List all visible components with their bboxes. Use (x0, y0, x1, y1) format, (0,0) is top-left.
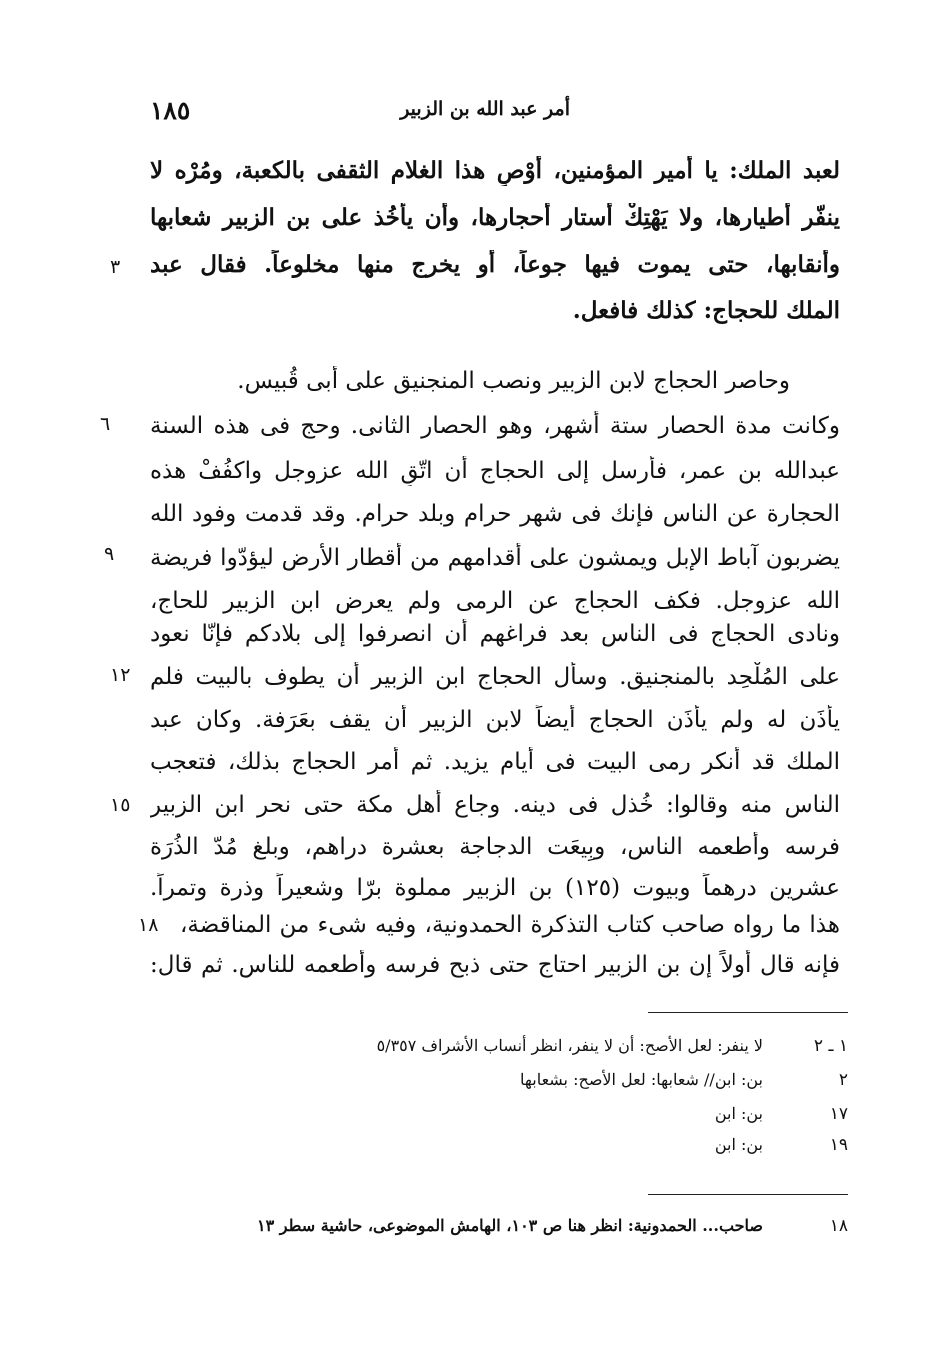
body-line: وكانت مدة الحصار ستة أشهر، وهو الحصار الثانى. وحج فى هذه السنة (150, 413, 840, 439)
line-number: ١٥ (110, 794, 131, 816)
body-line: لعبد الملك: يا أمير المؤمنين، أوْصِ هذا الغلام الثقفى بالكعبة، ومُرْه لا (150, 157, 840, 184)
note-text: لا ينفر: لعل الأصح: أن لا ينفر، انظر أنساب الأشراف ٥/٣٥٧ (376, 1036, 763, 1055)
note-text: بن: ابن// شعابها: لعل الأصح: بشعابها (519, 1070, 763, 1089)
body-line: الملك قد أنكر رمى البيت فى أيام يزيد. ثم أمر الحجاج بذلك، فتعجب (150, 749, 840, 775)
line-number: ١٨ (138, 914, 159, 936)
body-line: وحاصر الحجاج لابن الزبير ونصب المنجنيق على أبى قُبيس. (237, 368, 790, 394)
footnote-text: صاحب... الحمدونية: انظر هنا ص ١٠٣، الهامش الموضوعى، حاشية سطر ١٣ (257, 1216, 763, 1235)
running-title: أمر عبد الله بن الزبير (400, 98, 570, 120)
body-line: عشرين درهماً وبيوت (١٢٥) بن الزبير مملوة برّا وشعيراً وذرة وتمراً. (150, 875, 840, 901)
footnote-rule (648, 1194, 848, 1195)
body-line: الناس منه وقالوا: خُذل فى دينه. وجاع أهل مكة حتى نحر ابن الزبير (150, 792, 840, 818)
body-line: ونادى الحجاج فى الناس بعد فراغهم أن انصرفوا إلى بلادكم فإنّا نعود (150, 621, 840, 647)
body-line: يضربون آباط الإبل ويمشون على أقدامهم من أقطار الأرض ليؤدّوا فريضة (150, 545, 840, 571)
body-line: الملك للحجاج: كذلك فافعل. (572, 297, 840, 324)
body-line: وأنقابها، حتى يموت فيها جوعاً، أو يخرج منها مخلوعاً. فقال عبد (150, 251, 840, 278)
body-line: فرسه وأطعمه الناس، وبِيعَت الدجاجة بعشرة دراهم، وبلغ مُدّ الذُرَة (150, 834, 840, 860)
note-ref: ٢ (838, 1070, 848, 1090)
note-ref: ١٧ (829, 1104, 848, 1124)
body-line: يأذَن له ولم يأذَن الحجاج أيضاً لابن الزبير أن يقف بعَرَفة. وكان عبد (150, 707, 840, 733)
body-line: ينفّر أطيارها، ولا يَهْتِكْ أستار أحجارها، وأن يأخُذ على بن الزبير شعابها (150, 204, 840, 231)
line-number: ١٢ (110, 664, 131, 686)
page-header (150, 96, 570, 132)
note-ref: ١٩ (829, 1135, 848, 1155)
body-line: الله عزوجل. فكف الحجاج عن الرمى ولم يعرض ابن الزبير للحاج، (150, 588, 840, 614)
note-text: بن: ابن (714, 1135, 763, 1154)
body-line: عبدالله بن عمر، فأرسل إلى الحجاج أن اتّقِ الله عزوجل واكفُفْ هذه (150, 458, 840, 484)
note-text: بن: ابن (714, 1104, 763, 1123)
note-ref: ١ ـ ٢ (813, 1036, 848, 1056)
line-number: ٦ (100, 413, 111, 435)
line-number: ٩ (104, 543, 115, 565)
footnote-ref: ١٨ (829, 1216, 848, 1236)
body-line: الحجارة عن الناس فإنك فى شهر حرام وبلد حرام. وقد قدمت وفود الله (150, 501, 840, 527)
line-number: ٣ (110, 256, 121, 278)
apparatus-rule (648, 1012, 848, 1013)
page-number: ١٨٥ (150, 96, 191, 125)
body-line: هذا ما رواه صاحب كتاب التذكرة الحمدونية، وفيه شىء من المناقضة، (180, 912, 840, 938)
body-line: على المُلْحِد بالمنجنيق. وسأل الحجاج ابن الزبير أن يطوف بالبيت فلم (150, 664, 840, 690)
body-line: فإنه قال أولاً إن بن الزبير احتاج حتى ذبح فرسه وأطعمه للناس. ثم قال: (150, 952, 840, 978)
